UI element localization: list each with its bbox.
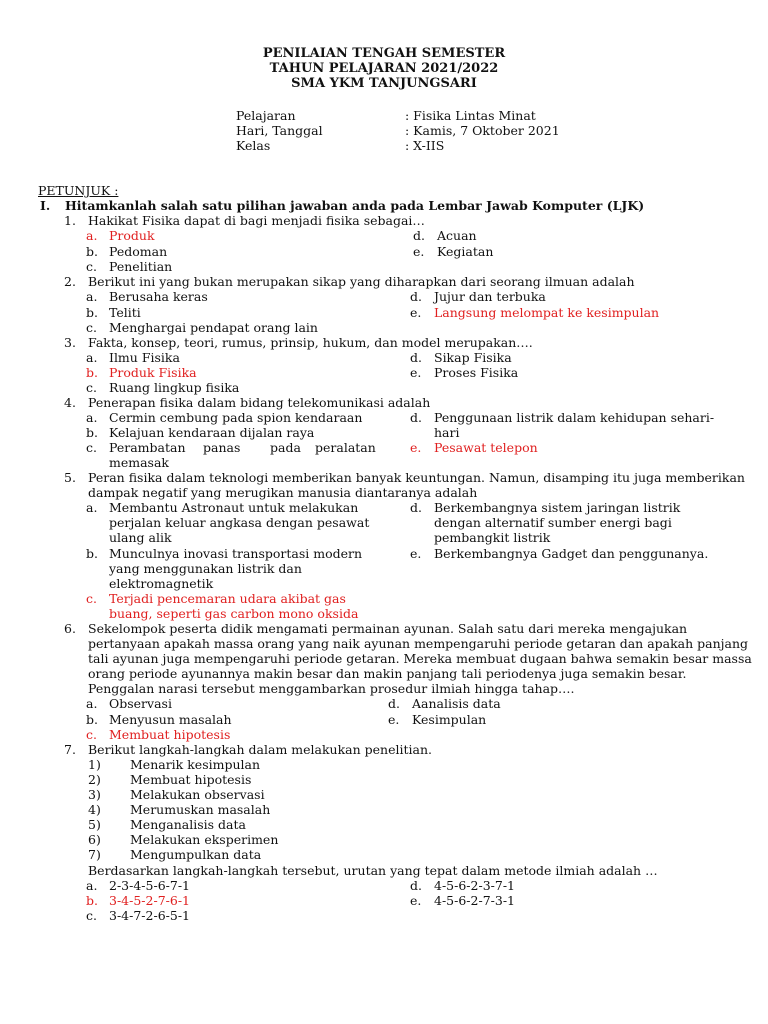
step-text: Melakukan eksperimen [130,832,279,847]
option-c-answer: buang, seperti gas carbon mono oksida [109,606,359,621]
option-b: elektromagnetik [109,576,214,591]
option-letter: d. [410,878,422,893]
option-letter: c. [86,727,97,742]
option-letter: d. [410,500,422,515]
option-d: pembangkit listrik [434,530,551,545]
step-number: 4) [88,802,101,817]
option-a-answer: Produk [109,228,155,243]
info-value-date: : Kamis, 7 Oktober 2021 [405,123,560,138]
step-number: 3) [88,787,101,802]
option-a: 2-3-4-5-6-7-1 [109,878,191,893]
option-letter: b. [86,546,98,561]
option-letter: b. [86,244,98,259]
option-letter: d. [388,696,400,711]
question-number: 6. [64,621,76,636]
option-c-word: peralatan [315,440,376,455]
question-text: orang periode ayunannya makin besar dan makin panjang tali periodenya juga semakin besar. [88,666,687,681]
option-b: Kelajuan kendaraan dijalan raya [109,425,315,440]
step-text: Merumuskan masalah [130,802,271,817]
option-e: Berkembangnya Gadget dan penggunanya. [434,546,709,561]
option-letter: c. [86,320,97,335]
info-label-date: Hari, Tanggal [236,123,323,138]
option-letter: e. [410,440,422,455]
option-e-answer: Pesawat telepon [434,440,538,455]
option-letter: d. [410,410,422,425]
option-letter: e. [410,546,422,561]
question-number: 2. [64,274,76,289]
option-b: Pedoman [109,244,168,259]
question-text: tali ayunan juga mempengaruhi periode getaran. Mereka membuat dugaan bahwa semakin besar massa [88,651,752,666]
option-c-word: Perambatan [109,440,186,455]
option-letter: c. [86,259,97,274]
option-letter: b. [86,425,98,440]
option-e: Kegiatan [437,244,494,259]
question-number: 5. [64,470,76,485]
step-number: 1) [88,757,101,772]
option-c: Menghargai pendapat orang lain [109,320,318,335]
option-letter: b. [86,893,98,908]
option-e: Proses Fisika [434,365,519,380]
option-e: Kesimpulan [412,712,487,727]
instructions-heading: PETUNJUK : [38,183,119,198]
option-a: Observasi [109,696,172,711]
section-title: Hitamkanlah salah satu pilihan jawaban anda pada Lembar Jawab Komputer (LJK) [65,198,645,213]
option-a: Ilmu Fisika [109,350,180,365]
exam-title: PENILAIAN TENGAH SEMESTER [262,46,506,61]
option-letter: c. [86,591,97,606]
option-letter: a. [86,410,98,425]
option-letter: b. [86,365,98,380]
step-number: 2) [88,772,101,787]
option-b-answer: 3-4-5-2-7-6-1 [109,893,191,908]
option-letter: a. [86,878,98,893]
option-letter: a. [86,696,98,711]
option-letter: e. [413,244,425,259]
option-letter: d. [410,289,422,304]
question-text: Hakikat Fisika dapat di bagi menjadi fisika sebagai… [88,213,425,228]
option-b: Teliti [109,305,141,320]
question-number: 4. [64,395,76,410]
option-d: Acuan [437,228,477,243]
option-letter: c. [86,908,97,923]
option-letter: a. [86,228,98,243]
option-b: Munculnya inovasi transportasi modern [109,546,363,561]
option-letter: c. [86,380,97,395]
step-text: Membuat hipotesis [130,772,252,787]
option-e-answer: Langsung melompat ke kesimpulan [434,305,660,320]
option-b-answer: Produk Fisika [109,365,197,380]
info-label-subject: Pelajaran [236,108,296,123]
question-text: Berdasarkan langkah-langkah tersebut, urutan yang tepat dalam metode ilmiah adalah … [88,863,658,878]
option-c-word: memasak [109,455,169,470]
option-d: Berkembangnya sistem jaringan listrik [434,500,681,515]
question-text: pertanyaan apakah massa orang yang naik ayunan mempengaruhi periode getaran dan apakah panjang [88,636,749,651]
question-text: Fakta, konsep, teori, rumus, prinsip, hukum, dan model merupakan…. [88,335,533,350]
option-letter: e. [388,712,400,727]
option-letter: e. [410,305,422,320]
option-a: Berusaha keras [109,289,208,304]
question-text: Peran fisika dalam teknologi memberikan banyak keuntungan. Namun, disamping itu juga memberikan [88,470,745,485]
option-d: hari [434,425,460,440]
option-c-word: pada [270,440,301,455]
step-text: Menganalisis data [130,817,246,832]
section-number: I. [40,198,51,213]
school-name: SMA YKM TANJUNGSARI [291,76,477,91]
info-value-subject: : Fisika Lintas Minat [405,108,536,123]
option-letter: e. [410,365,422,380]
question-text: Penggalan narasi tersebut menggambarkan prosedur ilmiah hingga tahap…. [88,681,575,696]
option-c: Ruang lingkup fisika [109,380,240,395]
step-number: 5) [88,817,101,832]
question-text: Berikut ini yang bukan merupakan sikap yang diharapkan dari seorang ilmuan adalah [88,274,635,289]
option-d: Penggunaan listrik dalam kehidupan sehari- [434,410,715,425]
question-text: Berikut langkah-langkah dalam melakukan penelitian. [88,742,432,757]
step-text: Mengumpulkan data [130,847,262,862]
option-c: Penelitian [109,259,173,274]
option-a: Cermin cembung pada spion kendaraan [109,410,363,425]
info-value-class: : X-IIS [405,138,445,153]
option-letter: a. [86,289,98,304]
question-number: 7. [64,742,76,757]
option-c-answer: Membuat hipotesis [109,727,231,742]
step-text: Melakukan observasi [130,787,265,802]
option-d: Aanalisis data [412,696,501,711]
info-label-class: Kelas [236,138,271,153]
option-a: Membantu Astronaut untuk melakukan [109,500,359,515]
option-c-answer: Terjadi pencemaran udara akibat gas [109,591,346,606]
question-number: 3. [64,335,76,350]
option-b: yang menggunakan listrik dan [109,561,302,576]
question-text: Penerapan fisika dalam bidang telekomunikasi adalah [88,395,431,410]
question-text: Sekelompok peserta didik mengamati permainan ayunan. Salah satu dari mereka mengajukan [88,621,688,636]
option-b: Menyusun masalah [109,712,232,727]
option-letter: b. [86,712,98,727]
option-letter: c. [86,440,97,455]
option-letter: b. [86,305,98,320]
question-text: dampak negatif yang merugikan manusia diantaranya adalah [88,485,478,500]
option-d: 4-5-6-2-3-7-1 [434,878,516,893]
option-letter: d. [410,350,422,365]
option-d: dengan alternatif sumber energi bagi [434,515,672,530]
step-text: Menarik kesimpulan [130,757,261,772]
option-letter: d. [413,228,425,243]
option-e: 4-5-6-2-7-3-1 [434,893,516,908]
option-d: Sikap Fisika [434,350,512,365]
option-d: Jujur dan terbuka [434,289,546,304]
question-number: 1. [64,213,76,228]
option-c: 3-4-7-2-6-5-1 [109,908,191,923]
option-letter: e. [410,893,422,908]
step-number: 7) [88,847,101,862]
option-c-word: panas [203,440,241,455]
step-number: 6) [88,832,101,847]
option-letter: a. [86,350,98,365]
school-year: TAHUN PELAJARAN 2021/2022 [269,61,499,76]
option-letter: a. [86,500,98,515]
option-a: perjalan keluar angkasa dengan pesawat [109,515,370,530]
option-a: ulang alik [109,530,172,545]
